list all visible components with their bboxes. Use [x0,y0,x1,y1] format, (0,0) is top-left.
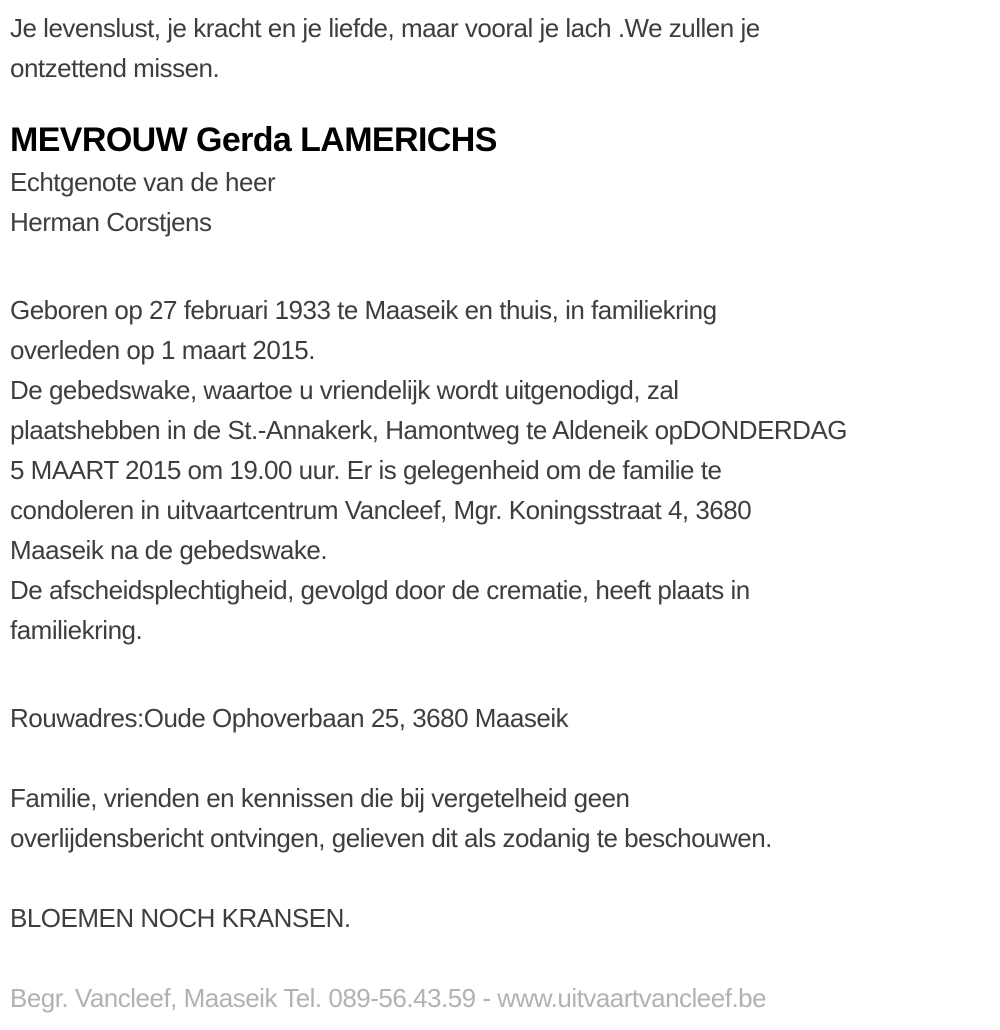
relation-text: Echtgenote van de heer [10,167,276,197]
detail-line: 5 MAART 2015 om 19.00 uur. Er is gelegenheid om de familie te [10,455,722,485]
detail-line: Maaseik na de gebedswake. [10,535,328,565]
details-paragraph [10,290,992,650]
detail-line: De gebedswake, waartoe u vriendelijk wordt uitgenodigd, zal [10,375,679,405]
mourning-address: Rouwadres:Oude Ophoverbaan 25, 3680 Maaseik [10,703,569,733]
detail-line: familiekring. [10,615,143,645]
notice-line: Familie, vrienden en kennissen die bij vergetelheid geen [10,783,630,813]
detail-line: Geboren op 27 februari 1933 te Maaseik en thuis, in familiekring [10,295,717,325]
deceased-name-heading: MEVROUW Gerda LAMERICHS [10,121,497,159]
detail-line: plaatshebben in de St.-Annakerk, Hamontweg te Aldeneik opDONDERDAG [10,415,848,445]
flowers-notice: BLOEMEN NOCH KRANSEN. [10,903,351,933]
notice-line: overlijdensbericht ontvingen, gelieven dit als zodanig te beschouwen. [10,823,772,853]
spouse-name: Herman Corstjens [10,207,212,237]
intro-line: ontzettend missen. [10,53,220,83]
notice-paragraph [10,778,992,858]
detail-line: condoleren in uitvaartcentrum Vancleef, Mgr. Koningsstraat 4, 3680 [10,495,752,525]
intro-paragraph [10,8,992,88]
detail-line: De afscheidsplechtigheid, gevolgd door de crematie, heeft plaats in [10,575,750,605]
detail-line: overleden op 1 maart 2015. [10,335,315,365]
intro-line: Je levenslust, je kracht en je liefde, maar vooral je lach .We zullen je [10,13,760,43]
funeral-home-footer: Begr. Vancleef, Maaseik Tel. 089-56.43.59 - www.uitvaartvancleef.be [10,983,767,1013]
